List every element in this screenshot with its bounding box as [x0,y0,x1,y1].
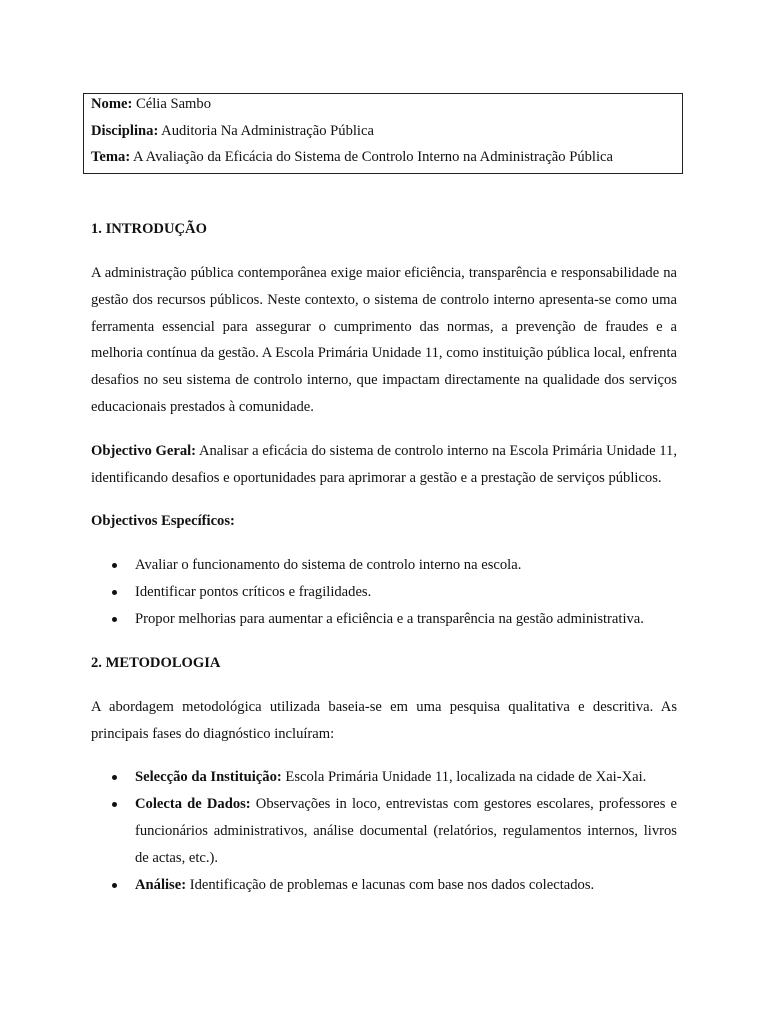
general-objective-text: Analisar a eficácia do sistema de controlo interno na Escola Primária Unidade 11, identificando desafios e oportunidades para aprimorar a gestão e a prestação de serviços públicos. [91,442,678,486]
general-objective-label: Objectivo Geral: [91,442,197,459]
methodology-paragraph: A abordagem metodológica utilizada baseia-se em uma pesquisa qualitativa e descritiva. As principais fases do diagnóstico incluíram: [91,698,677,742]
specific-objectives-heading: Objectivos Específicos: [91,513,235,530]
methodology-heading: 2. METODOLOGIA [91,654,221,671]
discipline-value: Auditoria Na Administração Pública [161,122,374,139]
phase-label: Selecção da Instituição: [135,769,282,786]
methodology-phases-list [91,764,677,898]
theme-line [91,148,675,175]
name-line [91,95,675,122]
phase-label: Análise: [135,876,187,893]
phase-text: Identificação de problemas e lacunas com base nos dados colectados. [189,876,595,893]
list-item [135,764,677,791]
list-item: Identificar pontos críticos e fragilidades. [135,579,677,606]
phase-label: Colecta de Dados: [135,796,251,813]
theme-value: A Avaliação da Eficácia do Sistema de Controlo Interno na Administração Pública [133,149,613,165]
discipline-label: Disciplina: [91,122,159,139]
theme-label: Tema: [91,149,131,165]
discipline-line [91,122,675,149]
phase-text: Observações in loco, entrevistas com gestores escolares, professores e funcionários administrativos, análise documental (relatórios, regulamentos internos, livros de actas, etc.). [135,796,677,866]
list-item: Propor melhorias para aumentar a eficiência e a transparência na gestão administrativa. [135,606,677,633]
name-value: Célia Sambo [136,96,211,112]
header-box [83,93,683,174]
general-objective [91,438,677,492]
document-body [91,216,677,915]
name-label: Nome: [91,96,133,112]
phase-text: Escola Primária Unidade 11, localizada na cidade de Xai-Xai. [285,769,647,786]
intro-heading: 1. INTRODUÇÃO [91,221,207,237]
intro-paragraph: A administração pública contemporânea exige maior eficiência, transparência e responsabilidade na gestão dos recursos públicos. Neste contexto, o sistema de controlo interno apresenta-se como uma ferramenta essencial para assegurar o cumprimento das normas, a prevenção de fraudes e a melhoria contínua da gestão. A Escola Primária Unidade 11, como instituição pública local, enfrenta desafios no seu sistema de controlo interno, que impactam directamente na qualidade dos serviços educacionais prestados à comunidade. [91,265,677,415]
list-item [135,872,677,899]
specific-objectives-list [91,552,677,632]
list-item [135,791,677,871]
list-item: Avaliar o funcionamento do sistema de controlo interno na escola. [135,552,677,579]
